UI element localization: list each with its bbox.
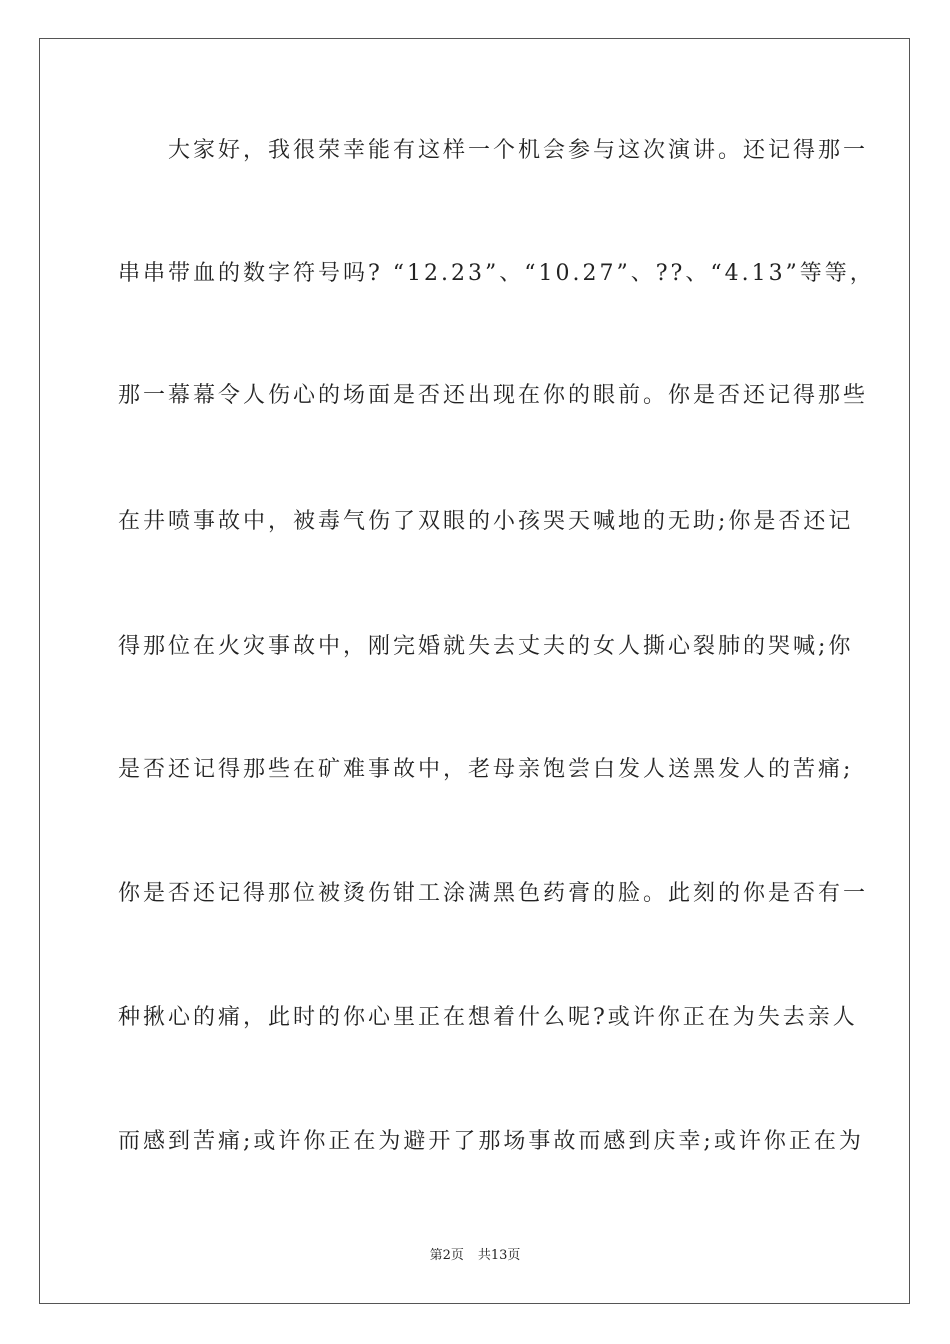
text-line-6: 是否还记得那些在矿难事故中，老母亲饱尝白发人送黑发人的苦痛;: [118, 757, 854, 782]
text-line-8: 种揪心的痛，此时的你心里正在想着什么呢?或许你正在为失去亲人: [118, 1005, 858, 1030]
text-line-9: 而感到苦痛;或许你正在为避开了那场事故而感到庆幸;或许你正在为: [118, 1129, 864, 1154]
page-total: 共13页: [477, 1248, 521, 1263]
text-line-1: 大家好，我很荣幸能有这样一个机会参与这次演讲。还记得那一: [118, 138, 869, 163]
text-line-7: 你是否还记得那位被烫伤钳工涂满黑色药膏的脸。此刻的你是否有一: [118, 881, 869, 906]
text-line-4: 在井喷事故中，被毒气伤了双眼的小孩哭天喊地的无助;你是否还记: [118, 509, 854, 534]
text-line-5: 得那位在火灾事故中，刚完婚就失去丈夫的女人撕心裂肺的哭喊;你: [118, 634, 854, 659]
text-line-2: 串串带血的数字符号吗? “12.23”、“10.27”、??、“4.13”等等，: [118, 261, 875, 286]
page-frame: [39, 38, 910, 1304]
page-number: 第2页: [429, 1248, 464, 1263]
page-footer: [0, 1247, 950, 1265]
text-line-3: 那一幕幕令人伤心的场面是否还出现在你的眼前。你是否还记得那些: [118, 383, 869, 408]
